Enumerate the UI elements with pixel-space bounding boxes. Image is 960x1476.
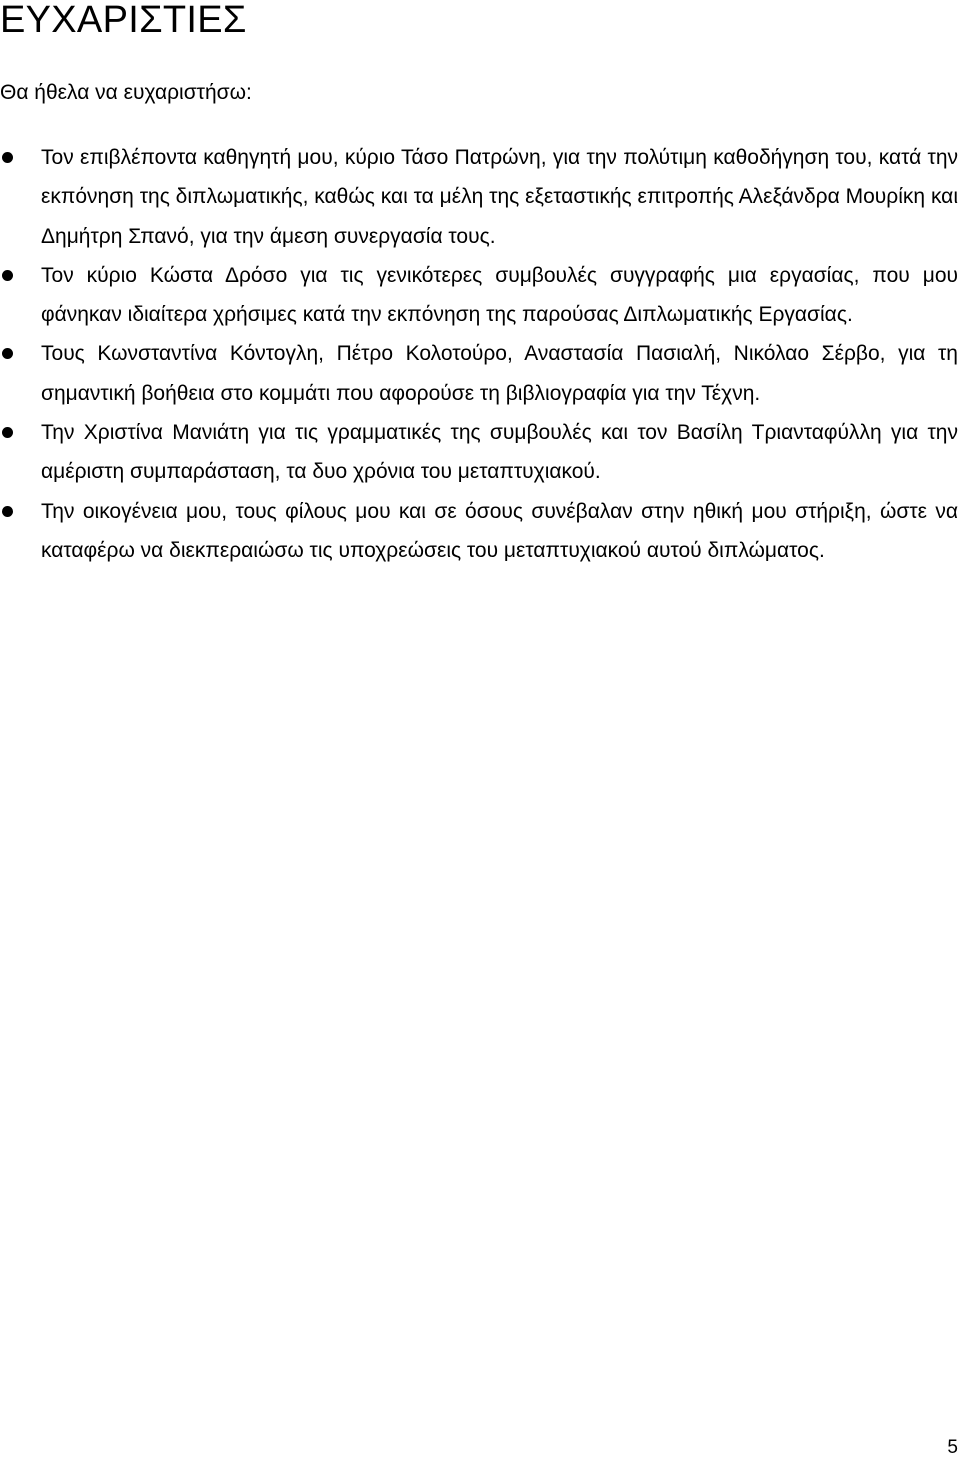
list-item-text: Τον επιβλέποντα καθηγητή μου, κύριο Τάσο Πατρώνη, για την πολύτιμη καθοδήγηση του, κατά την εκπόνηση της διπλωματικής, καθώς και τα μέλη της εξεταστικής επιτροπής Αλεξάνδρα Μουρίκη και Δημήτρη Σπανό, για την άμεση συνεργασία τους. (41, 146, 958, 248)
list-item (0, 413, 958, 492)
bullet-icon (2, 427, 13, 438)
acknowledgements-list (0, 138, 958, 570)
list-item-text: Τους Κωνσταντίνα Κόντογλη, Πέτρο Κολοτούρο, Αναστασία Πασιαλή, Νικόλαο Σέρβο, για τη σημαντική βοήθεια στο κομμάτι που αφορούσε τη βιβλιογραφία για την Τέχνη. (41, 342, 958, 405)
intro-text: Θα ήθελα να ευχαριστήσω: (0, 81, 252, 104)
list-item-text: Τον κύριο Κώστα Δρόσο για τις γενικότερες συμβουλές συγγραφής μια εργασίας, που μου φάνηκαν ιδιαίτερα χρήσιμες κατά την εκπόνηση της παρούσας Διπλωματικής Εργασίας. (41, 263, 958, 327)
bullet-icon (2, 152, 13, 163)
list-item (0, 138, 958, 256)
page-number: 5 (947, 1437, 958, 1458)
list-item (0, 256, 958, 335)
list-item-text: Την οικογένεια μου, τους φίλους μου και σε όσους συνέβαλαν στην ηθική μου στήριξη, ώστε να καταφέρω να διεκπεραιώσω τις υποχρεώσεις του μεταπτυχιακού αυτού διπλώματος. (41, 499, 958, 562)
page-title: ΕΥΧΑΡΙΣΤΙΕΣ (0, 0, 247, 41)
list-item (0, 492, 958, 571)
list-item (0, 334, 958, 413)
bullet-icon (2, 270, 13, 281)
bullet-icon (2, 506, 13, 517)
bullet-icon (2, 348, 13, 359)
list-item-text: Την Χριστίνα Μανιάτη για τις γραμματικές της συμβουλές και τον Βασίλη Τριανταφύλλη για την αμέριστη συμπαράσταση, τα δυο χρόνια του μεταπτυχιακού. (41, 421, 958, 484)
